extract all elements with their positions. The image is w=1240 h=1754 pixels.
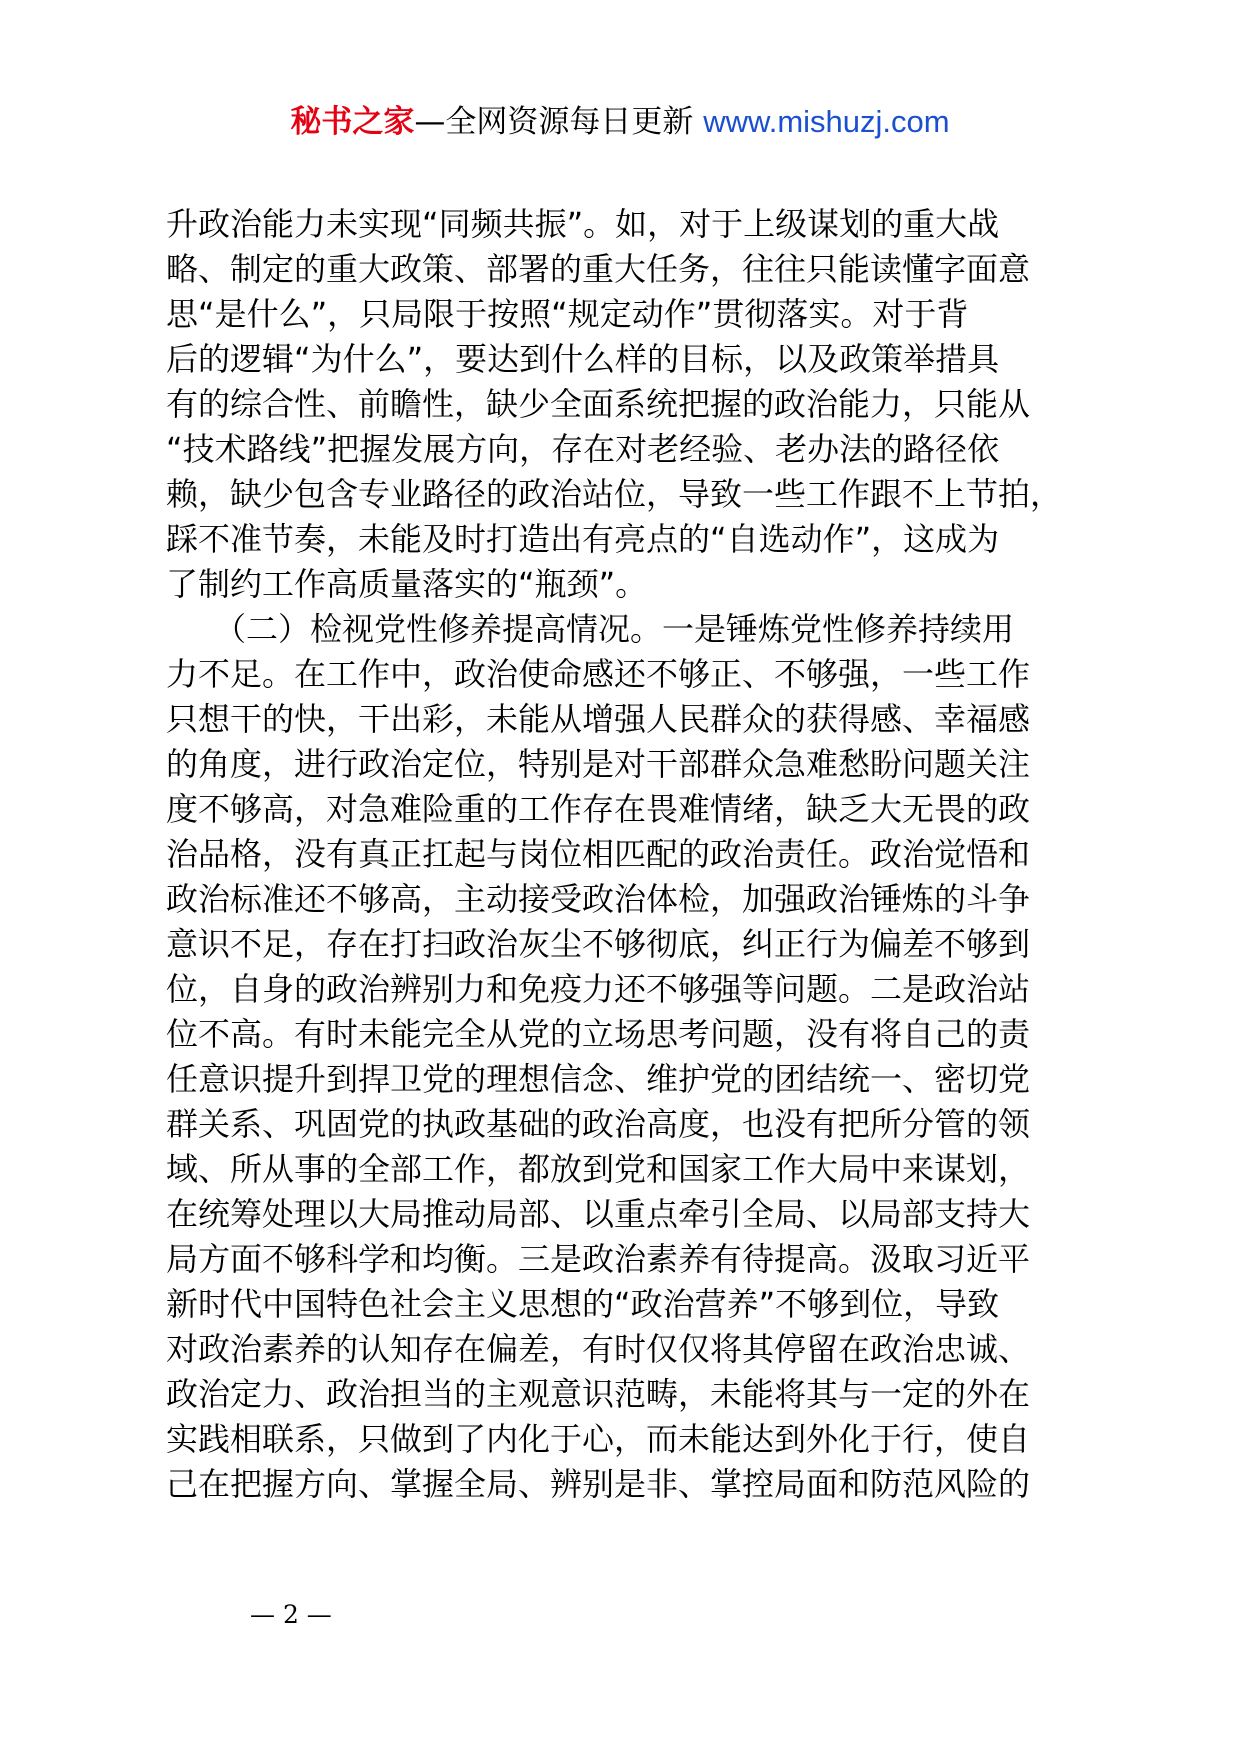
body-line: 升政治能力未实现“同频共振”。如，对于上级谋划的重大战 bbox=[166, 205, 1000, 243]
body-line: 了制约工作高质量落实的“瓶颈”。 bbox=[166, 565, 648, 603]
page-number: — 2 — bbox=[250, 1600, 332, 1629]
body-line: 新时代中国特色社会主义思想的“政治营养”不够到位，导致 bbox=[166, 1285, 1000, 1323]
body-line: “技术路线”把握发展方向，存在对老经验、老办法的路径依 bbox=[166, 430, 1000, 468]
body-line: 有的综合性、前瞻性，缺少全面系统把握的政治能力，只能从 bbox=[166, 385, 1031, 423]
body-line: 踩不准节奏，未能及时打造出有亮点的“自选动作”，这成为 bbox=[166, 520, 1000, 558]
body-line: 意识不足，存在打扫政治灰尘不够彻底，纠正行为偏差不够到 bbox=[166, 925, 1031, 963]
site-tagline: —全网资源每日更新 bbox=[414, 104, 694, 140]
body-line: 域、所从事的全部工作，都放到党和国家工作大局中来谋划， bbox=[166, 1150, 1031, 1188]
body-line: 只想干的快，干出彩，未能从增强人民群众的获得感、幸福感 bbox=[166, 700, 1031, 738]
body-line: 略、制定的重大政策、部署的重大任务，往往只能读懂字面意 bbox=[166, 250, 1031, 288]
body-line: 群关系、巩固党的执政基础的政治高度，也没有把所分管的领 bbox=[166, 1105, 1031, 1143]
body-line: 局方面不够科学和均衡。三是政治素养有待提高。汲取习近平 bbox=[166, 1240, 1031, 1278]
site-header bbox=[0, 100, 1240, 144]
body-line: 位不高。有时未能完全从党的立场思考问题，没有将自己的责 bbox=[166, 1015, 1031, 1053]
body-line: 政治定力、政治担当的主观意识范畴，未能将其与一定的外在 bbox=[166, 1375, 1031, 1413]
body-line: （二）检视党性修养提高情况。一是锤炼党性修养持续用 bbox=[166, 610, 1015, 648]
body-line: 思“是什么”，只局限于按照“规定动作”贯彻落实。对于背 bbox=[166, 295, 969, 333]
body-line: 力不足。在工作中，政治使命感还不够正、不够强，一些工作 bbox=[166, 655, 1031, 693]
body-line: 己在把握方向、掌握全局、辨别是非、掌控局面和防范风险的 bbox=[166, 1465, 1031, 1503]
body-line: 的角度，进行政治定位，特别是对干部群众急难愁盼问题关注 bbox=[166, 745, 1031, 783]
body-line: 政治标准还不够高，主动接受政治体检，加强政治锤炼的斗争 bbox=[166, 880, 1031, 918]
body-line: 对政治素养的认知存在偏差，有时仅仅将其停留在政治忠诚、 bbox=[166, 1330, 1031, 1368]
body-line: 任意识提升到捍卫党的理想信念、维护党的团结统一、密切党 bbox=[166, 1060, 1031, 1098]
site-brand: 秘书之家 bbox=[290, 104, 415, 140]
body-line: 后的逻辑“为什么”，要达到什么样的目标，以及政策举措具 bbox=[166, 340, 1000, 378]
document-body bbox=[166, 202, 1090, 1507]
body-line: 在统筹处理以大局推动局部、以重点牵引全局、以局部支持大 bbox=[166, 1195, 1031, 1233]
body-line: 实践相联系，只做到了内化于心，而未能达到外化于行，使自 bbox=[166, 1420, 1031, 1458]
body-line: 度不够高，对急难险重的工作存在畏难情绪，缺乏大无畏的政 bbox=[166, 790, 1031, 828]
body-line: 位，自身的政治辨别力和免疫力还不够强等问题。二是政治站 bbox=[166, 970, 1031, 1008]
body-line: 治品格，没有真正扛起与岗位相匹配的政治责任。政治觉悟和 bbox=[166, 835, 1031, 873]
body-line: 赖，缺少包含专业路径的政治站位，导致一些工作跟不上节拍， bbox=[166, 475, 1063, 513]
site-url-link[interactable]: www.mishuzj.com bbox=[703, 104, 950, 139]
